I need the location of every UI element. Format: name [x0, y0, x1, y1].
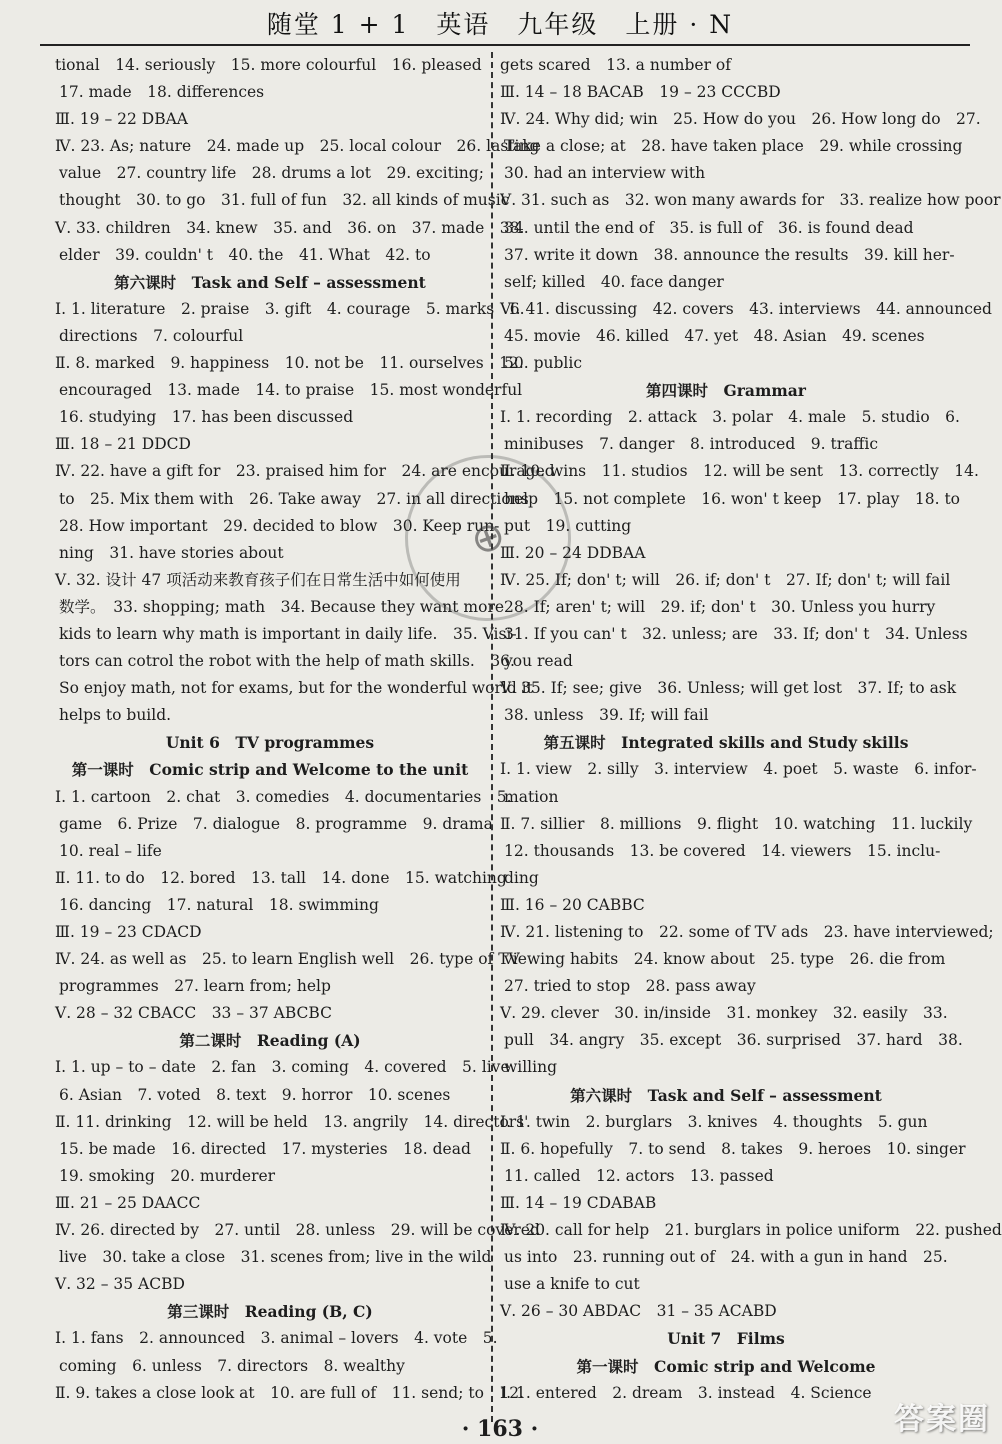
answer-line: Take a close; at 28. have taken place 29. while crossing: [504, 137, 963, 156]
answer-line: to 25. Mix them with 26. Take away 27. in all directions: [59, 489, 529, 508]
answer-line: Ⅳ. 24. Why did; win 25. How do you 26. How long do 27.: [500, 110, 981, 129]
answer-line: 34. until the end of 35. is full of 36. is found dead: [504, 218, 914, 237]
answer-line: minibuses 7. danger 8. introduced 9. traffic: [504, 435, 878, 454]
answer-line: encouraged 13. made 14. to praise 15. most wonderful: [59, 381, 523, 400]
answer-line: self; killed 40. face danger: [504, 272, 724, 291]
answer-line: Ⅴ. 28 – 32 CBACC 33 – 37 ABCBC: [55, 1004, 332, 1023]
answer-line: Ⅳ. 20. call for help 21. burglars in police uniform 22. pushed: [500, 1221, 1002, 1240]
answer-line: Ⅴ. 33. children 34. knew 35. and 36. on 37. made 38.: [55, 218, 525, 237]
answer-line: 17. made 18. differences: [59, 83, 265, 102]
answer-line: Ⅲ. 16 – 20 CABBC: [500, 895, 645, 914]
answer-line: you read: [504, 652, 573, 671]
answer-line: Ⅳ. 24. as well as 25. to learn English well 26. type of TV: [55, 950, 520, 969]
answer-line: directions 7. colourful: [59, 326, 244, 345]
answer-line: 28. If; aren' t; will 29. if; don' t 30. Unless you hurry: [504, 597, 936, 616]
answer-line: Ⅲ. 21 – 25 DAACC: [55, 1193, 201, 1212]
answer-line: 27. tried to stop 28. pass away: [504, 977, 756, 996]
answer-line: Ⅳ. 26. directed by 27. until 28. unless 29. will be covered: [55, 1221, 540, 1240]
answer-line: Ⅴ. 29. clever 30. in/inside 31. monkey 32. easily 33.: [500, 1004, 948, 1023]
section-heading: 第五课时 Integrated skills and Study skills: [543, 733, 909, 753]
answer-line: Ⅳ. 21. listening to 22. some of TV ads 23. have interviewed;: [500, 923, 994, 941]
answer-line: tors can cotrol the robot with the help of math skills. 36.: [59, 652, 515, 671]
answer-line: Ⅲ. 20 – 24 DDBAA: [500, 543, 646, 562]
stamp-seal-icon: ⊕: [382, 432, 595, 645]
answer-line: Ⅱ. 11. to do 12. bored 13. tall 14. done 15. watching: [55, 868, 507, 887]
answer-line: ding: [504, 868, 539, 887]
answer-line: 15. be made 16. directed 17. mysteries 18. dead: [59, 1139, 471, 1158]
answer-line: helps to build.: [59, 706, 172, 725]
answer-line: Ⅲ. 19 – 23 CDACD: [55, 923, 202, 941]
answer-line: Ⅱ. 8. marked 9. happiness 10. not be 11. ourselves 12.: [55, 354, 524, 373]
answer-line: Ⅳ. 23. As; nature 24. made up 25. local colour 26. lasting: [55, 137, 540, 156]
section-heading: 第四课时 Grammar: [646, 381, 806, 401]
answer-column-right: [500, 52, 1002, 1412]
answer-line: mation: [504, 787, 559, 806]
answer-line: kids to learn why math is important in daily life. 35. Visi-: [59, 624, 517, 643]
answer-line: 10. real – life: [59, 841, 162, 860]
answer-line: tional 14. seriously 15. more colourful 16. pleased: [55, 56, 482, 74]
answer-line: gets scared 13. a number of: [500, 56, 731, 74]
section-heading: 第一课时 Comic strip and Welcome: [576, 1356, 876, 1376]
answer-line: 11. called 12. actors 13. passed: [504, 1166, 774, 1185]
answer-line: put 19. cutting: [504, 516, 632, 535]
answer-line: Ⅲ. 18 – 21 DDCD: [55, 435, 191, 454]
answer-line: Ⅱ. 6. hopefully 7. to send 8. takes 9. heroes 10. singer: [500, 1139, 966, 1158]
answer-line: 12. thousands 13. be covered 14. viewers 15. inclu-: [504, 841, 941, 860]
answer-line: value 27. country life 28. drums a lot 29. exciting;: [59, 164, 484, 183]
answer-line: 30. had an interview with: [504, 164, 706, 183]
answer-line: coming 6. unless 7. directors 8. wealthy: [59, 1356, 405, 1375]
answer-line: Ⅰ. 1. recording 2. attack 3. polar 4. male 5. studio 6.: [500, 408, 960, 427]
answer-line: Ⅰ. 1. cartoon 2. chat 3. comedies 4. documentaries 5.: [55, 787, 512, 806]
page-number: · 163 ·: [461, 1416, 539, 1442]
answer-line: Ⅱ. 10. wins 11. studios 12. will be sent 13. correctly 14.: [500, 462, 979, 481]
answer-line: live 30. take a close 31. scenes from; live in the wild: [59, 1248, 492, 1267]
answer-line: Ⅳ. 25. If; don' t; will 26. if; don' t 27. If; don' t; will fail: [500, 570, 951, 589]
answer-line: Ⅰ. 1. twin 2. burglars 3. knives 4. thoughts 5. gun: [500, 1112, 928, 1131]
answer-line: willing: [504, 1058, 558, 1077]
answer-line: 38. unless 39. If; will fail: [504, 706, 709, 725]
answer-line: viewing habits 24. know about 25. type 26. die from: [504, 950, 946, 969]
watermark-logo-icon: 答案圈: [894, 1402, 990, 1437]
answer-line: Ⅰ. 1. entered 2. dream 3. instead 4. Science: [500, 1383, 872, 1402]
answer-line: use a knife to cut: [504, 1275, 640, 1294]
answer-line: 28. How important 29. decided to blow 30. Keep run-: [59, 516, 500, 535]
section-heading: 第一课时 Comic strip and Welcome to the unit: [71, 760, 469, 780]
answer-line: Ⅲ. 14 – 18 BACAB 19 – 23 CCCBD: [500, 83, 781, 102]
answer-line: Ⅰ. 1. up – to – date 2. fan 3. coming 4. covered 5. live: [55, 1058, 510, 1077]
answer-line: 45. movie 46. killed 47. yet 48. Asian 49. scenes: [504, 326, 925, 345]
answer-line: 6. Asian 7. voted 8. text 9. horror 10. scenes: [59, 1085, 451, 1104]
answer-line: Ⅴ. 35. If; see; give 36. Unless; will get lost 37. If; to ask: [500, 679, 957, 698]
answer-line: pull 34. angry 35. except 36. surprised 37. hard 38.: [504, 1031, 963, 1050]
section-heading: 第三课时 Reading (B, C): [167, 1302, 373, 1322]
header-rule: [40, 44, 970, 46]
answer-line: So enjoy math, not for exams, but for the wonderful world it: [59, 679, 533, 698]
answer-line: 16. dancing 17. natural 18. swimming: [59, 895, 379, 914]
answer-line: us into 23. running out of 24. with a gun in hand 25.: [504, 1248, 948, 1267]
answer-line: Ⅱ. 9. takes a close look at 10. are full of 11. send; to 12.: [55, 1383, 525, 1402]
section-heading: Unit 7 Films: [667, 1329, 785, 1349]
answer-line: Ⅴ. 32. 设计 47 项活动来教育孩子们在日常生活中如何使用: [55, 570, 461, 589]
answer-line: help 15. not complete 16. won' t keep 17. play 18. to: [504, 489, 961, 508]
answer-line: game 6. Prize 7. dialogue 8. programme 9. drama: [59, 814, 493, 833]
answer-line: Ⅲ. 14 – 19 CDABAB: [500, 1193, 657, 1212]
header-title: 随堂 1 + 1 英语 九年级 上册 · N: [266, 10, 734, 39]
answer-line: 37. write it down 38. announce the results 39. kill her-: [504, 245, 955, 264]
section-heading: 第六课时 Task and Self – assessment: [570, 1085, 882, 1105]
answer-line: 31. If you can' t 32. unless; are 33. If; don' t 34. Unless: [504, 624, 968, 643]
answer-line: ning 31. have stories about: [59, 543, 284, 562]
column-divider: [491, 52, 493, 1422]
answer-line: Ⅴ. 26 – 30 ABDAC 31 – 35 ACABD: [500, 1302, 777, 1321]
section-heading: 第六课时 Task and Self – assessment: [114, 272, 426, 292]
answer-line: Ⅰ. 1. fans 2. announced 3. animal – lovers 4. vote 5.: [55, 1329, 498, 1348]
answer-line: thought 30. to go 31. full of fun 32. all kinds of music: [59, 191, 510, 210]
answer-line: Ⅱ. 11. drinking 12. will be held 13. angrily 14. directors': [55, 1112, 529, 1131]
answer-line: Ⅵ. 41. discussing 42. covers 43. interviews 44. announced: [500, 299, 992, 318]
answer-line: Ⅳ. 22. have a gift for 23. praised him for 24. are encouraged: [55, 462, 555, 481]
answer-line: Ⅰ. 1. view 2. silly 3. interview 4. poet 5. waste 6. infor-: [500, 760, 977, 779]
answer-line: Ⅲ. 19 – 22 DBAA: [55, 110, 188, 129]
answer-line: Ⅱ. 7. sillier 8. millions 9. flight 10. watching 11. luckily: [500, 814, 973, 833]
answer-line: 数学。 33. shopping; math 34. Because they want more: [59, 597, 505, 616]
answer-line: Ⅰ. 1. literature 2. praise 3. gift 4. courage 5. marks 6.: [55, 299, 525, 318]
answer-line: elder 39. couldn' t 40. the 41. What 42. to: [59, 245, 431, 264]
section-heading: 第二课时 Reading (A): [179, 1031, 361, 1051]
answer-line: 16. studying 17. has been discussed: [59, 408, 354, 427]
answer-line: programmes 27. learn from; help: [59, 977, 331, 996]
answer-line: Ⅴ. 32 – 35 ACBD: [55, 1275, 185, 1294]
answer-line: 50. public: [504, 354, 582, 373]
answer-line: 19. smoking 20. murderer: [59, 1166, 276, 1185]
answer-line: Ⅴ. 31. such as 32. won many awards for 33. realize how poor: [500, 191, 1001, 210]
page-header: [0, 0, 1000, 46]
section-heading: Unit 6 TV programmes: [165, 733, 375, 753]
